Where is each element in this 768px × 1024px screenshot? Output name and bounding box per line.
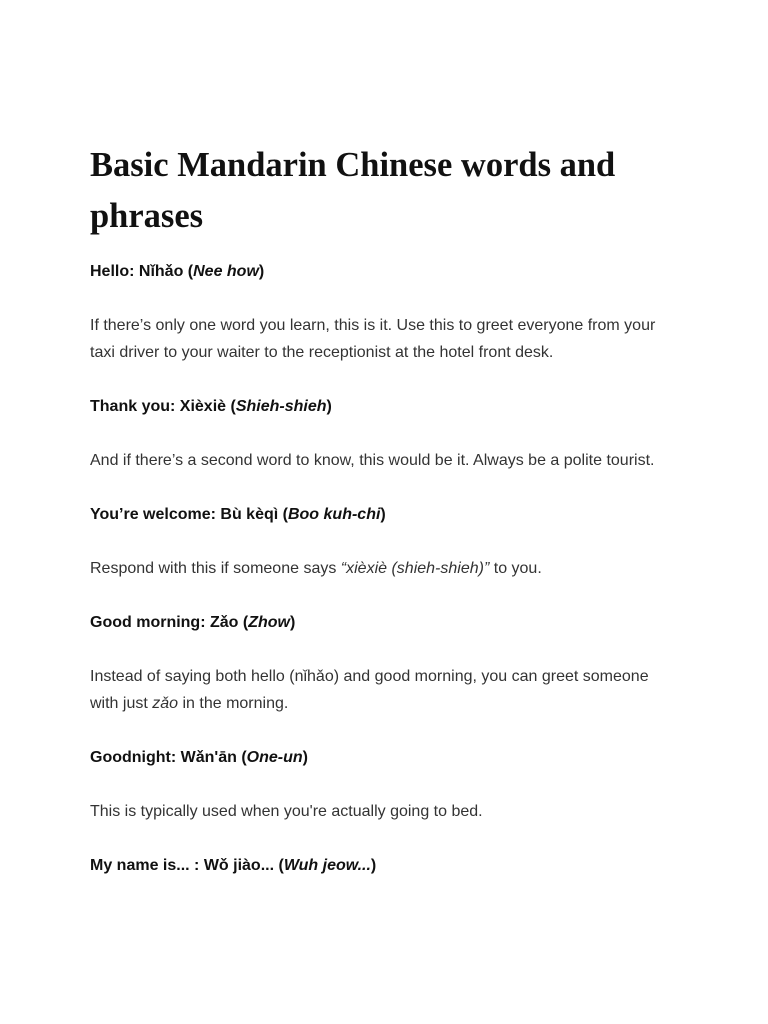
phrase-hello-description: If there’s only one word you learn, this is it. Use this to greet everyone from your taxi driver to your waiter to the receptionist at the hotel front desk. bbox=[90, 317, 656, 361]
page-title: Basic Mandarin Chinese words and phrases bbox=[90, 146, 616, 235]
phrase-hello: Hello: Nǐhǎo (Nee how) bbox=[90, 263, 265, 280]
pronunciation: Zhow bbox=[248, 614, 290, 631]
phrase-goodnight-description: This is typically used when you're actually going to bed. bbox=[90, 803, 483, 820]
phrase-youre-welcome-description: Respond with this if someone says “xièxiè (shieh-shieh)” to you. bbox=[90, 560, 542, 577]
phrase-thank-you-description: And if there’s a second word to know, this would be it. Always be a polite tourist. bbox=[90, 452, 655, 469]
phrase-good-morning-description: Instead of saying both hello (nǐhǎo) and good morning, you can greet someone with just zǎo in the morning. bbox=[90, 668, 649, 712]
document-page bbox=[90, 140, 680, 906]
phrase-thank-you: Thank you: Xièxiè (Shieh-shieh) bbox=[90, 398, 332, 415]
phrase-my-name-is: My name is... : Wǒ jiào... (Wuh jeow...) bbox=[90, 857, 377, 874]
phrase-good-morning: Good morning: Zǎo (Zhow) bbox=[90, 614, 296, 631]
pronunciation: Boo kuh-chi bbox=[287, 506, 381, 523]
pronunciation: Wuh jeow... bbox=[283, 857, 371, 874]
phrase-youre-welcome: You’re welcome: Bù kèqì (Boo kuh-chi) bbox=[90, 506, 386, 523]
phrase-goodnight: Goodnight: Wǎn'ān (One-un) bbox=[90, 749, 308, 766]
pronunciation: Nee how bbox=[193, 263, 259, 280]
pronunciation: One-un bbox=[246, 749, 303, 766]
pronunciation: Shieh-shieh bbox=[235, 398, 327, 415]
